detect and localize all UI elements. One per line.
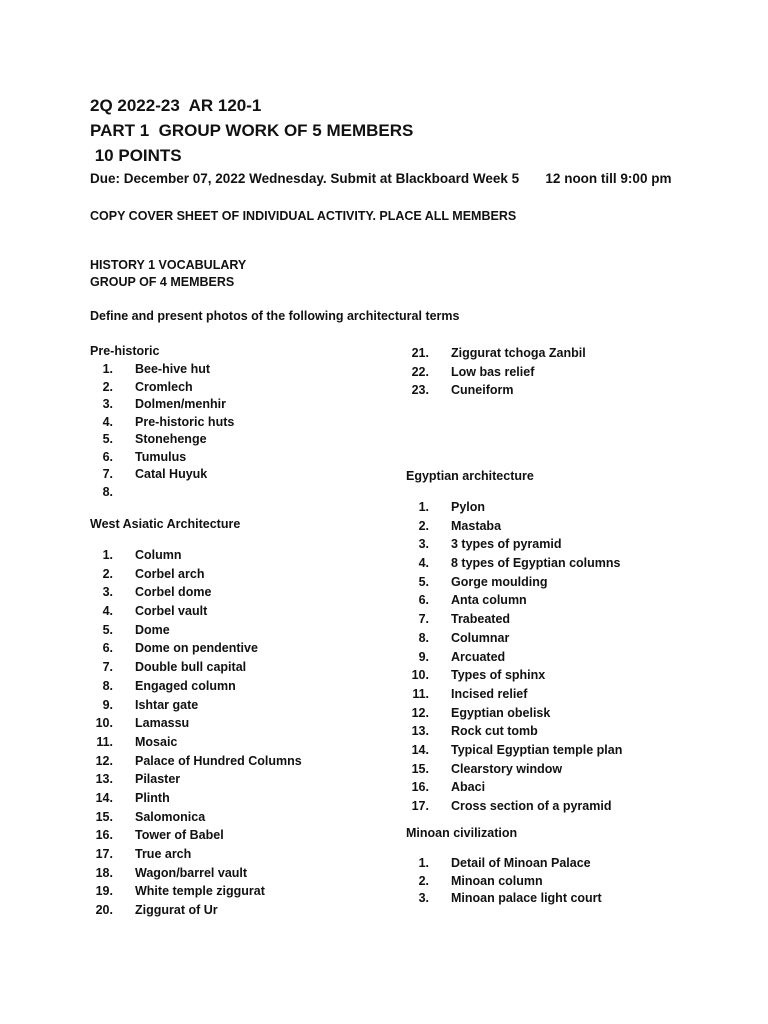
prehistoric-list <box>90 361 234 501</box>
list-item-text: Trabeated <box>451 612 511 627</box>
list-item-text: Minoan palace light court <box>451 891 602 905</box>
list-item <box>406 873 602 891</box>
list-item-text: Column <box>135 548 182 562</box>
list-item-text: Corbel vault <box>135 604 208 619</box>
list-item-text: Stonehenge <box>135 432 207 446</box>
list-item-text: Detail of Minoan Palace <box>451 856 591 870</box>
list-item-number: 13. <box>95 772 113 787</box>
list-item <box>90 752 302 771</box>
list-item <box>90 431 234 449</box>
list-item <box>406 381 586 400</box>
list-item <box>406 666 622 685</box>
list-item-number: 7. <box>418 612 429 627</box>
list-item-text: Rock cut tomb <box>451 724 538 739</box>
list-item-number: 16. <box>95 828 113 843</box>
list-item-text: Corbel dome <box>135 585 212 600</box>
list-item <box>406 722 622 741</box>
course-title: 2Q 2022-23 AR 120-1 <box>90 96 262 115</box>
list-item-text: Ziggurat of Ur <box>135 903 218 918</box>
list-item-text: Corbel arch <box>135 566 205 581</box>
list-item <box>90 845 302 864</box>
list-item-number: 1. <box>418 856 429 870</box>
list-item-number: 9. <box>102 697 113 712</box>
list-item-text: Anta column <box>451 593 527 608</box>
list-item <box>90 808 302 827</box>
list-item-number: 21. <box>411 346 429 360</box>
list-item-number: 19. <box>95 884 113 899</box>
list-item <box>406 760 622 779</box>
list-item <box>90 826 302 845</box>
list-item-text: Types of sphinx <box>451 668 546 683</box>
list-item <box>406 610 622 629</box>
egyptian-list <box>406 498 622 816</box>
list-item <box>90 696 302 715</box>
vocabulary-heading: HISTORY 1 VOCABULARY <box>90 258 247 272</box>
list-item-text: Dolmen/menhir <box>135 397 226 411</box>
group-size-heading: GROUP OF 4 MEMBERS <box>90 275 235 289</box>
list-item <box>406 797 622 816</box>
due-date-line: Due: December 07, 2022 Wednesday. Submit at Blackboard Week 5 12 noon till 9:00 pm <box>90 171 672 186</box>
list-item-number: 18. <box>95 865 113 880</box>
list-item-number: 3. <box>418 891 429 905</box>
list-item <box>90 602 302 621</box>
list-item <box>90 361 234 379</box>
list-item-text: Arcuated <box>451 649 506 664</box>
list-item-number: 3. <box>102 585 113 600</box>
list-item-number: 10. <box>411 668 429 683</box>
list-item-number: 3. <box>418 537 429 552</box>
list-item-text: Dome on pendentive <box>135 641 258 656</box>
list-item-number: 16. <box>411 780 429 795</box>
list-item-number: 11. <box>412 686 429 701</box>
list-item-text: Mastaba <box>451 518 502 533</box>
define-instruction: Define and present photos of the following architectural terms <box>90 309 460 323</box>
list-item <box>90 714 302 733</box>
list-item <box>90 733 302 752</box>
list-item <box>90 546 302 565</box>
list-item <box>90 901 302 920</box>
list-item-number: 4. <box>102 604 113 619</box>
minoan-list <box>406 855 602 908</box>
list-item <box>406 363 586 382</box>
list-item-text: True arch <box>135 847 192 861</box>
list-item <box>406 517 622 536</box>
minoan-title: Minoan civilization <box>406 826 518 840</box>
list-item-text: Columnar <box>451 630 510 645</box>
list-item <box>406 648 622 667</box>
list-item-text: Pylon <box>451 500 486 514</box>
list-item <box>406 741 622 760</box>
list-item-number: 15. <box>411 761 429 776</box>
list-item <box>90 882 302 901</box>
list-item-text: Bee-hive hut <box>135 362 211 376</box>
list-item-number: 9. <box>418 649 429 664</box>
list-item <box>406 573 622 592</box>
list-item <box>90 484 234 502</box>
list-item-number: 20. <box>95 903 113 918</box>
list-item-text: Egyptian obelisk <box>451 705 551 720</box>
list-item-number: 7. <box>102 660 113 675</box>
list-item <box>406 344 586 363</box>
list-item-text: Incised relief <box>451 686 528 701</box>
list-item-text: Cuneiform <box>451 383 514 398</box>
list-item <box>90 449 234 467</box>
list-item-text: 8 types of Egyptian columns <box>451 556 621 571</box>
list-item <box>406 554 622 573</box>
list-item-text: Low bas relief <box>451 364 535 379</box>
west-asiatic-continued-list <box>406 344 586 400</box>
list-item-number: 1. <box>418 500 429 514</box>
list-item <box>406 890 602 908</box>
list-item <box>406 629 622 648</box>
list-item <box>406 704 622 723</box>
list-item-number: 8. <box>102 678 113 693</box>
list-item <box>90 770 302 789</box>
list-item-text: 3 types of pyramid <box>451 537 562 552</box>
list-item <box>90 658 302 677</box>
list-item-number: 15. <box>95 809 113 824</box>
list-item-text: Ziggurat tchoga Zanbil <box>451 346 586 360</box>
points-title: 10 POINTS <box>90 146 182 165</box>
list-item-text: Catal Huyuk <box>135 467 208 481</box>
prehistoric-title: Pre-historic <box>90 344 160 358</box>
list-item-number: 3. <box>102 397 113 411</box>
list-item-number: 11. <box>96 734 113 749</box>
cover-sheet-instruction: COPY COVER SHEET OF INDIVIDUAL ACTIVITY. PLACE ALL MEMBERS <box>90 209 517 223</box>
list-item-number: 12. <box>411 705 429 720</box>
list-item-number: 6. <box>418 593 429 608</box>
list-item-text: Cromlech <box>135 379 193 394</box>
list-item-text: Tumulus <box>135 449 187 464</box>
part-title: PART 1 GROUP WORK OF 5 MEMBERS <box>90 121 414 140</box>
list-item-number: 14. <box>95 790 113 805</box>
list-item-number: 5. <box>102 622 113 637</box>
list-item-text: Salomonica <box>135 809 206 824</box>
list-item-number: 23. <box>411 383 429 398</box>
list-item <box>406 498 622 517</box>
list-item <box>406 535 622 554</box>
list-item-text: Pilaster <box>135 772 181 787</box>
list-item <box>90 466 234 484</box>
list-item-number: 12. <box>95 753 113 768</box>
list-item-text: Palace of Hundred Columns <box>135 753 302 768</box>
list-item <box>90 565 302 584</box>
list-item-text: Minoan column <box>451 873 543 888</box>
list-item-text: White temple ziggurat <box>135 884 265 899</box>
list-item-text: Cross section of a pyramid <box>451 799 612 813</box>
list-item <box>406 591 622 610</box>
list-item-number: 1. <box>102 548 113 562</box>
list-item-text: Typical Egyptian temple plan <box>451 742 623 757</box>
list-item <box>90 789 302 808</box>
list-item-number: 2. <box>418 873 429 888</box>
list-item-number: 4. <box>102 414 113 429</box>
list-item-text: Double bull capital <box>135 660 247 675</box>
list-item <box>90 639 302 658</box>
list-item <box>90 414 234 432</box>
list-item-number: 13. <box>411 724 429 739</box>
list-item-text: Pre-historic huts <box>135 414 235 429</box>
list-item-number: 2. <box>102 379 113 394</box>
west-asiatic-title: West Asiatic Architecture <box>90 517 241 531</box>
list-item-number: 1. <box>102 362 113 376</box>
list-item-number: 2. <box>102 566 113 581</box>
list-item <box>90 396 234 414</box>
list-item-number: 17. <box>411 799 429 813</box>
list-item-text: Dome <box>135 622 170 637</box>
list-item <box>90 677 302 696</box>
list-item-text: Ishtar gate <box>135 697 199 712</box>
list-item-text: Clearstory window <box>451 761 563 776</box>
list-item <box>90 379 234 397</box>
egyptian-title: Egyptian architecture <box>406 469 534 483</box>
list-item-text: Engaged column <box>135 678 236 693</box>
list-item-number: 8. <box>102 484 113 499</box>
list-item-number: 6. <box>102 641 113 656</box>
list-item <box>90 583 302 602</box>
list-item-text: Plinth <box>135 790 170 805</box>
list-item-number: 2. <box>418 518 429 533</box>
list-item-number: 5. <box>418 574 429 589</box>
list-item-text: Gorge moulding <box>451 574 548 589</box>
list-item-number: 17. <box>95 847 113 861</box>
list-item-number: 5. <box>102 432 113 446</box>
list-item-number: 6. <box>102 449 113 464</box>
list-item-number: 14. <box>411 742 429 757</box>
list-item-text: Tower of Babel <box>135 828 224 843</box>
list-item <box>406 778 622 797</box>
west-asiatic-list <box>90 546 302 920</box>
list-item-number: 7. <box>102 467 113 481</box>
list-item-number: 4. <box>418 556 429 571</box>
list-item <box>90 621 302 640</box>
list-item-text: Lamassu <box>135 716 190 731</box>
list-item-number: 8. <box>418 630 429 645</box>
list-item <box>406 685 622 704</box>
list-item-number: 10. <box>95 716 113 731</box>
list-item-text: Mosaic <box>135 734 178 749</box>
list-item-text: Abaci <box>451 780 486 795</box>
list-item <box>406 855 602 873</box>
list-item <box>90 864 302 883</box>
list-item-number: 22. <box>411 364 429 379</box>
list-item-text: Wagon/barrel vault <box>135 865 248 880</box>
